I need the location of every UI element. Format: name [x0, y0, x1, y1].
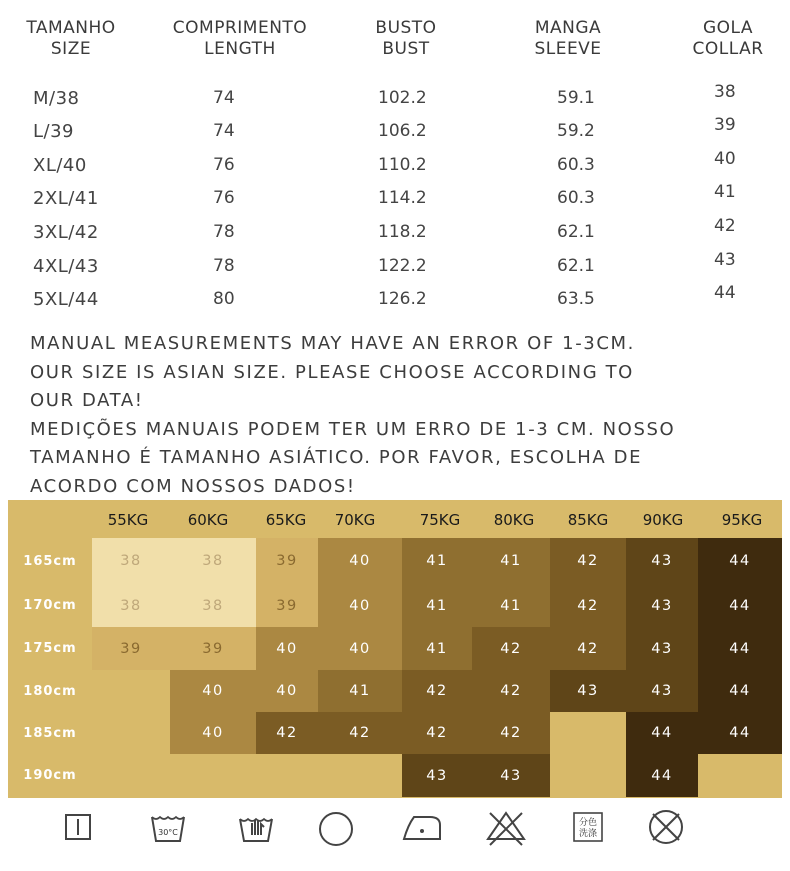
size-cell-40: 40 [318, 627, 402, 670]
size-cell-empty [256, 754, 318, 797]
size-cell-44: 44 [698, 670, 782, 712]
size-cell-39: 39 [256, 538, 318, 584]
wash-temp-label: 30°C [158, 828, 178, 837]
header-size-pt: TAMANHO [26, 18, 116, 38]
header-sleeve [512, 18, 624, 60]
collar-cell: 39 [714, 115, 736, 135]
hand-wash-icon [234, 805, 278, 849]
collar-cell: 43 [714, 250, 736, 270]
sleeve-cell: 60.3 [557, 155, 595, 175]
wash-30-icon [146, 805, 190, 849]
iron-icon [400, 805, 444, 849]
size-cell-44: 44 [698, 584, 782, 627]
size-cell-empty [698, 754, 782, 797]
separate-wash-label-2: 洗涤 [578, 829, 598, 839]
header-length-en: LENGTH [204, 39, 276, 59]
size-row [0, 250, 790, 286]
note-line: MEDIÇÕES MANUAIS PODEM TER UM ERRO DE 1-3 CM. NOSSO [30, 418, 676, 440]
collar-cell: 40 [714, 149, 736, 169]
size-table [0, 18, 790, 318]
tumble-dry-icon [314, 805, 358, 849]
length-cell: 76 [213, 188, 235, 208]
weight-header: 70KG [334, 511, 376, 529]
size-cell-44: 44 [698, 538, 782, 584]
header-collar-en: COLLAR [692, 39, 764, 59]
weight-header: 55KG [107, 511, 149, 529]
weight-header: 75KG [419, 511, 461, 529]
size-cell-38: 38 [92, 584, 170, 627]
weight-header: 95KG [721, 511, 763, 529]
size-cell-42: 42 [472, 627, 550, 670]
size-cell-43: 43 [550, 670, 626, 712]
size-cell-empty [92, 670, 170, 712]
length-cell: 80 [213, 289, 235, 309]
length-cell: 74 [213, 88, 235, 108]
length-cell: 78 [213, 256, 235, 276]
header-bust-pt: BUSTO [375, 18, 437, 38]
size-cell-40: 40 [318, 584, 402, 627]
size-row [0, 115, 790, 151]
size-cell-43: 43 [626, 627, 698, 670]
header-size [6, 18, 136, 60]
size-row [0, 182, 790, 218]
size-cell-empty [92, 754, 170, 797]
bust-cell: 102.2 [378, 88, 427, 108]
size-cell-42: 42 [318, 712, 402, 754]
header-sleeve-en: SLEEVE [534, 39, 602, 59]
size-cell-44: 44 [626, 712, 698, 754]
size-cell-43: 43 [402, 754, 472, 797]
height-label: 165cm [23, 553, 77, 569]
sleeve-cell: 60.3 [557, 188, 595, 208]
size-cell: XL/40 [33, 155, 87, 176]
size-cell-38: 38 [170, 584, 256, 627]
bust-cell: 110.2 [378, 155, 427, 175]
sleeve-cell: 63.5 [557, 289, 595, 309]
collar-cell: 42 [714, 216, 736, 236]
bust-cell: 114.2 [378, 188, 427, 208]
length-cell: 78 [213, 222, 235, 242]
size-cell-40: 40 [256, 627, 318, 670]
size-cell-42: 42 [402, 670, 472, 712]
size-row [0, 216, 790, 252]
weight-header: 65KG [265, 511, 307, 529]
collar-cell: 44 [714, 283, 736, 303]
height-label: 170cm [23, 598, 77, 613]
height-label: 175cm [23, 641, 77, 656]
size-cell-41: 41 [472, 584, 550, 627]
sleeve-cell: 62.1 [557, 256, 595, 276]
size-cell-43: 43 [626, 670, 698, 712]
size-cell-41: 41 [318, 670, 402, 712]
size-cell-empty [92, 712, 170, 754]
size-cell-42: 42 [550, 584, 626, 627]
collar-cell: 41 [714, 182, 736, 202]
header-collar-pt: GOLA [702, 18, 754, 38]
size-cell-41: 41 [472, 538, 550, 584]
size-cell: L/39 [33, 121, 74, 142]
sleeve-cell: 62.1 [557, 222, 595, 242]
sleeve-cell: 59.2 [557, 121, 595, 141]
note-line: OUR DATA! [30, 390, 144, 411]
note-line: MANUAL MEASUREMENTS MAY HAVE AN ERROR OF 1-3CM. [30, 333, 635, 354]
size-row [0, 283, 790, 319]
size-cell-empty [170, 754, 256, 797]
size-cell-42: 42 [550, 627, 626, 670]
size-cell-41: 41 [402, 627, 472, 670]
size-cell-39: 39 [170, 627, 256, 670]
size-row [0, 82, 790, 118]
note-line: OUR SIZE IS ASIAN SIZE. PLEASE CHOOSE ACCORDING TO [30, 361, 634, 383]
header-length-pt: COMPRIMENTO [172, 18, 308, 38]
size-cell: 2XL/41 [33, 188, 99, 209]
size-cell-38: 38 [92, 538, 170, 584]
size-cell: M/38 [33, 88, 80, 109]
size-cell-38: 38 [170, 538, 256, 584]
size-cell-44: 44 [698, 627, 782, 670]
header-sleeve-pt: MANGA [534, 18, 602, 38]
size-cell-41: 41 [402, 584, 472, 627]
size-cell-42: 42 [256, 712, 318, 754]
header-size-en: SIZE [50, 39, 92, 59]
header-collar [670, 18, 786, 60]
size-cell: 5XL/44 [33, 289, 99, 310]
size-cell-39: 39 [92, 627, 170, 670]
size-row [0, 149, 790, 185]
length-cell: 74 [213, 121, 235, 141]
size-cell-41: 41 [402, 538, 472, 584]
bust-cell: 122.2 [378, 256, 427, 276]
weight-header: 80KG [493, 511, 535, 529]
weight-header: 85KG [567, 511, 609, 529]
size-cell-42: 42 [402, 712, 472, 754]
no-bleach-icon [484, 805, 528, 849]
size-cell-44: 44 [626, 754, 698, 797]
height-label: 180cm [23, 683, 77, 699]
separate-wash-label-1: 分色 [578, 818, 598, 828]
header-bust [358, 18, 454, 60]
size-cell-empty [550, 712, 626, 754]
size-cell: 4XL/43 [33, 256, 99, 277]
weight-header: 60KG [187, 511, 229, 529]
header-length [148, 18, 332, 60]
bust-cell: 106.2 [378, 121, 427, 141]
height-label: 185cm [23, 725, 77, 741]
size-cell-42: 42 [472, 712, 550, 754]
bust-cell: 118.2 [378, 222, 427, 242]
care-icons [0, 800, 790, 860]
size-cell-42: 42 [472, 670, 550, 712]
length-cell: 76 [213, 155, 235, 175]
size-cell-43: 43 [472, 754, 550, 797]
size-cell-44: 44 [698, 712, 782, 754]
header-bust-en: BUST [382, 39, 430, 59]
collar-cell: 38 [714, 82, 736, 102]
size-cell-42: 42 [550, 538, 626, 584]
weight-header: 90KG [642, 511, 684, 529]
dry-flat-icon [56, 805, 100, 849]
note-line: TAMANHO É TAMANHO ASIÁTICO. POR FAVOR, ESCOLHA DE [30, 447, 643, 468]
separate-wash-icon [566, 805, 610, 849]
size-cell-40: 40 [256, 670, 318, 712]
height-label: 190cm [23, 768, 77, 783]
no-tumble-dry-icon [644, 805, 688, 849]
bust-cell: 126.2 [378, 289, 427, 309]
size-cell-40: 40 [170, 712, 256, 754]
measurement-notes [30, 330, 770, 501]
size-cell-39: 39 [256, 584, 318, 627]
size-cell-43: 43 [626, 584, 698, 627]
size-cell-43: 43 [626, 538, 698, 584]
size-cell-40: 40 [170, 670, 256, 712]
note-line: ACORDO COM NOSSOS DADOS! [30, 475, 356, 497]
size-cell-empty [318, 754, 402, 797]
size-cell: 3XL/42 [33, 222, 99, 243]
sleeve-cell: 59.1 [557, 88, 595, 108]
size-cell-empty [550, 754, 626, 797]
size-cell-40: 40 [318, 538, 402, 584]
